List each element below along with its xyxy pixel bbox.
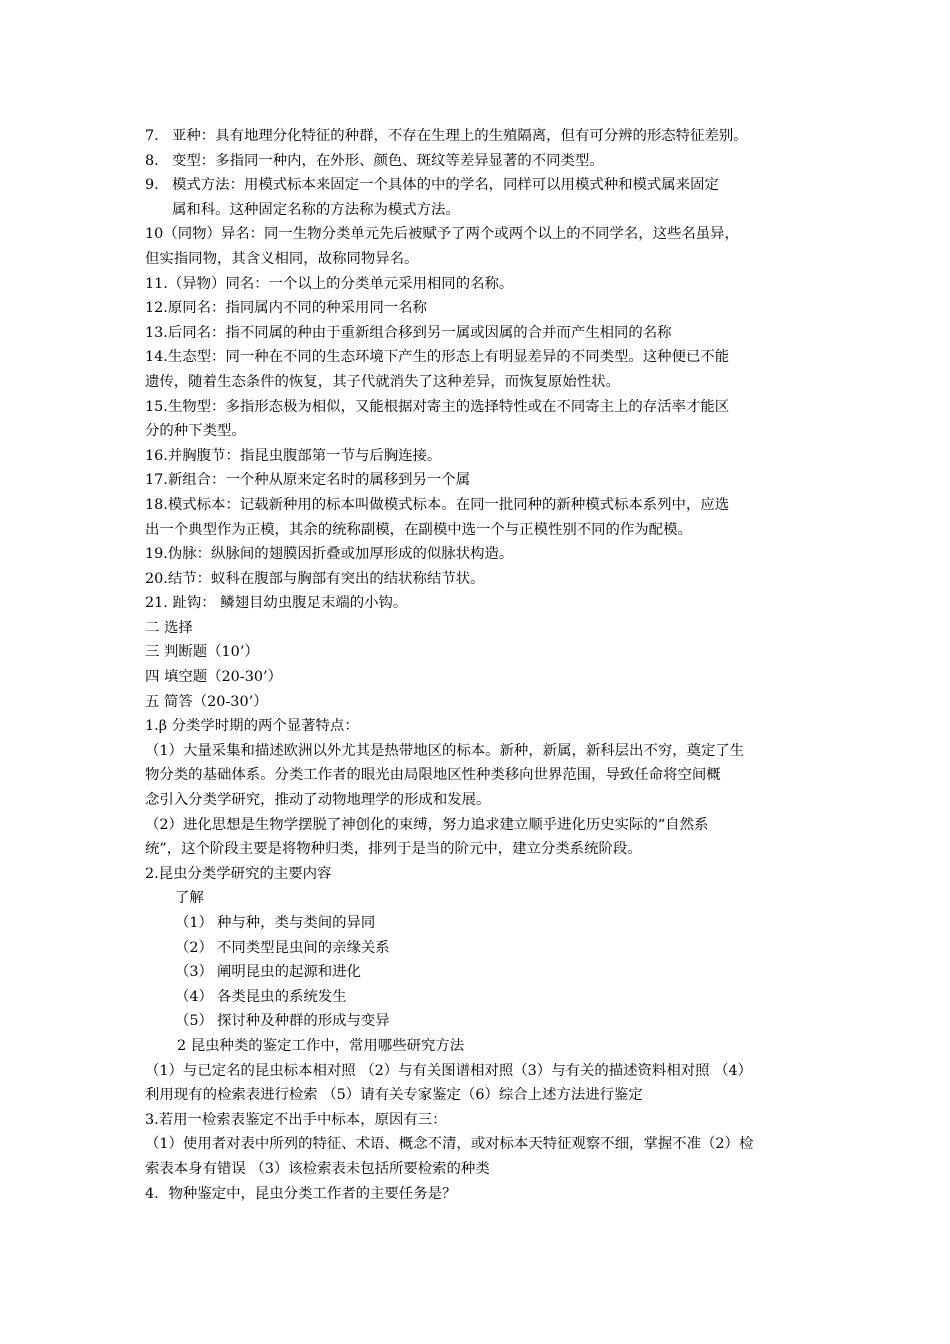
definition-false-vein: 19.伪脉：纵脉间的翅膜因折叠或加厚形成的似脉状构造。 <box>145 546 514 563</box>
list-item-text: 不同类型昆虫间的亲缘关系 <box>217 939 390 956</box>
answer-text-line: （1）大量采集和描述欧洲以外尤其是热带地区的标本。新种，新属，新科层出不穷，奠定了生 <box>145 742 745 759</box>
list-item-number: （2） <box>175 939 213 956</box>
answer-text-line: （2）进化思想是生物学摆脱了神创化的束缚，努力追求建立顺乎进化历史实际的“自然系 <box>145 816 709 833</box>
definition-propodeum: 16.并胸腹节：指昆虫腹部第一节与后胸连接。 <box>145 447 442 464</box>
list-item-number: （3） <box>175 964 213 981</box>
list-item <box>145 1009 813 1034</box>
text-line: 但实指同物，其含义相同，故称同物异名。 <box>145 250 419 267</box>
definition-biotype: 15.生物型：多指形态极为相似，又能根据对寄主的选择特性或在不同寄主上的存活率才能区 <box>145 398 730 415</box>
definition-type-specimen: 18.模式标本：记载新种用的标本叫做模式标本。在同一批同种的新种模式标本系列中，应选 <box>145 496 730 513</box>
item-text: 亚种：具有地理分化特征的种群，不存在生理上的生殖隔离，但有可分辨的形态特征差别。 <box>172 128 748 144</box>
section-heading-choice: 二 选择 <box>145 619 193 636</box>
item-number: 9. <box>145 177 159 194</box>
answer-text-line: 利用现有的检索表进行检索 （5）请有关专家鉴定（6）综合上述方法进行鉴定 <box>145 1087 643 1104</box>
text-line: 出一个典型作为正模，其余的统称副模，在副模中选一个与正模性别不同的作为配模。 <box>145 521 692 538</box>
definition-new-combination: 17.新组合：一个种从原来定名时的属移到另一个属 <box>145 472 471 489</box>
list-item-text: 探讨种及种群的形成与变异 <box>217 1013 390 1030</box>
answer-text-line: 念引入分类学研究，推动了动物地理学的形成和发展。 <box>145 792 491 809</box>
definition-secondary-homonym: 13.后同名：指不同属的种由于重新组合移到另一属或因属的合并而产生相同的名称 <box>145 324 672 341</box>
list-item-text: 各类昆虫的系统发生 <box>217 988 347 1005</box>
definition-primary-homonym: 12.原同名：指同属内不同的种采用同一名称 <box>145 300 427 317</box>
answer-text-line: 物分类的基础体系。分类工作者的眼光由局限地区性种类移向世界范围，导致任命将空间概 <box>145 767 721 784</box>
answer-text-line: 了解 <box>175 890 204 907</box>
list-item-text: 阐明昆虫的起源和进化 <box>217 964 361 981</box>
answer-text-line: （1）使用者对表中所列的特征、术语、概念不清，或对标本天特征观察不细，掌握不准（2）检 <box>145 1136 754 1153</box>
section-heading-fill-blank: 四 填空题（20-30’） <box>145 669 282 686</box>
item-number: 8. <box>145 152 159 169</box>
definition-subspecies <box>145 124 813 149</box>
item-text: 模式方法：用模式标本来固定一个具体的中的学名，同样可以用模式种和模式属来固定 <box>172 177 719 194</box>
question-4: 4．物种鉴定中，昆虫分类工作者的主要任务是？ <box>145 1185 457 1202</box>
definition-variant <box>145 149 813 174</box>
definition-node: 20.结节：蚁科在腹部与胸部有突出的结状称结节状。 <box>145 570 485 587</box>
item-number: 7. <box>145 128 159 144</box>
definition-type-method <box>145 173 813 198</box>
list-item-text: 种与种，类与类间的异同 <box>217 915 376 931</box>
definition-homonym: 11.（异物）同名：一个以上的分类单元采用相同的名称。 <box>145 275 514 292</box>
list-item <box>145 936 813 961</box>
list-item-number: （4） <box>175 988 213 1005</box>
item-text: 变型：多指同一种内，在外形、颜色、斑纹等差异显著的不同类型。 <box>172 152 604 169</box>
definition-ecotype: 14.生态型：同一种在不同的生态环境下产生的形态上有明显差异的不同类型。这种便已不能 <box>145 349 730 366</box>
answer-text-line: （1）与已定名的昆虫标本相对照 （2）与有关图谱相对照（3）与有关的描述资料相对照 （4） <box>145 1062 753 1079</box>
text-line: 属和科。这种固定名称的方法称为模式方法。 <box>172 201 460 218</box>
list-item <box>145 985 813 1010</box>
list-item <box>145 960 813 985</box>
question-2b: 2 昆虫种类的鉴定工作中，常用哪些研究方法 <box>177 1037 465 1054</box>
question-1: 1.β 分类学时期的两个显著特点： <box>145 718 359 735</box>
section-heading-true-false: 三 判断题（10’） <box>145 644 259 661</box>
question-3: 3.若用一检索表鉴定不出手中标本，原因有三： <box>145 1111 447 1128</box>
list-item-number: （1） <box>175 915 213 931</box>
text-line: 分的种下类型。 <box>145 423 246 440</box>
answer-text-line: 统”，这个阶段主要是将物种归类，排列于是当的阶元中，建立分类系统阶段。 <box>145 841 642 858</box>
section-heading-short-answer: 五 简答（20-30’） <box>145 693 268 710</box>
answer-text-line: 索表本身有错误 （3）该检索表未包括所要检索的种类 <box>145 1160 490 1177</box>
list-item <box>145 911 813 936</box>
definition-synonym: 10（同物）异名：同一生物分类单元先后被赋予了两个或两个以上的不同学名，这些名虽异， <box>145 226 739 243</box>
list-item-number: （5） <box>175 1013 213 1030</box>
question-2: 2.昆虫分类学研究的主要内容 <box>145 865 332 882</box>
text-line: 遗传，随着生态条件的恢复，其子代就消失了这种差异，而恢复原始性状。 <box>145 373 620 390</box>
definition-crochets: 21. 趾钩： 鳞翅目幼虫腹足末端的小钩。 <box>145 595 408 612</box>
document-body <box>145 124 813 1206</box>
